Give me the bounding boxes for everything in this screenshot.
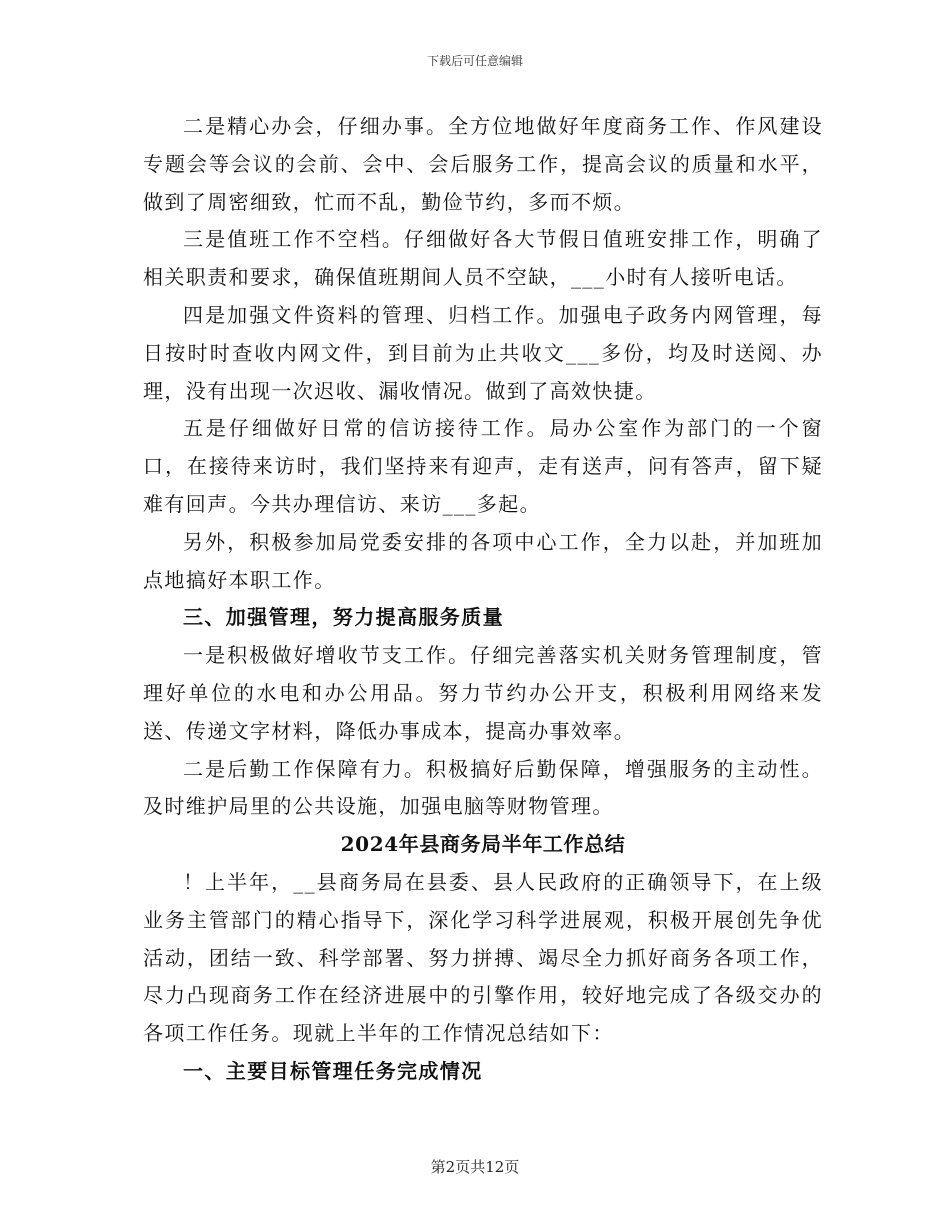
paragraph-document-management: 四是加强文件资料的管理、归档工作。加强电子政务内网管理，每日按时时查收内网文件，到目前为止共收文___多份，均及时送阅、办理，没有出现一次迟收、漏收情况。做到了高效快捷。: [143, 302, 823, 403]
section-heading-management: 三、加强管理，努力提高服务质量: [183, 605, 504, 630]
document-body: [143, 108, 823, 1091]
page-footer-number: 第2页共12页: [430, 1158, 520, 1176]
paragraph-cost-saving: 一是积极做好增收节支工作。仔细完善落实机关财务管理制度，管理好单位的水电和办公用品。努力节约办公开支，积极利用网络来发送、传递文字材料，降低办事成本，提高办事效率。: [143, 643, 823, 743]
paragraph-duty-shift: 三是值班工作不空档。仔细做好各大节假日值班安排工作，明确了相关职责和要求，确保值班期间人员不空缺，___小时有人接听电话。: [143, 227, 823, 290]
paragraph-meeting-service: 二是精心办会，仔细办事。全方位地做好年度商务工作、作风建设专题会等会议的会前、会中、会后服务工作，提高会议的质量和水平，做到了周密细致，忙而不乱，勤俭节约，多而不烦。: [143, 114, 823, 214]
section-heading-main-goals: 一、主要目标管理任务完成情况: [183, 1058, 483, 1083]
paragraph-intro-summary: ！上半年，__县商务局在县委、县人民政府的正确领导下，在上级业务主管部门的精心指导下，深化学习科学进展观，积极开展创先争优活动，团结一致、科学部署、努力拼搏、竭尽全力抓好商务各项工作，尽力凸现商务工作在经济进展中的引擎作用，较好地完成了各级交办的各项工作任务。现就上半年的工作情况总结如下：: [143, 869, 823, 1046]
paragraph-petition-reception: 五是仔细做好日常的信访接待工作。局办公室作为部门的一个窗口，在接待来访时，我们坚持来有迎声，走有送声，问有答声，留下疑难有回声。今共办理信访、来访___多起。: [143, 416, 823, 516]
paragraph-logistics: 二是后勤工作保障有力。积极搞好后勤保障，增强服务的主动性。及时维护局里的公共设施，加强电脑等财物管理。: [143, 756, 823, 819]
paragraph-central-work: 另外，积极参加局党委安排的各项中心工作，全力以赴，并加班加点地搞好本职工作。: [143, 529, 823, 592]
page-header-note: 下载后可任意编辑: [426, 54, 523, 68]
document-title: 2024年县商务局半年工作总结: [340, 832, 626, 857]
